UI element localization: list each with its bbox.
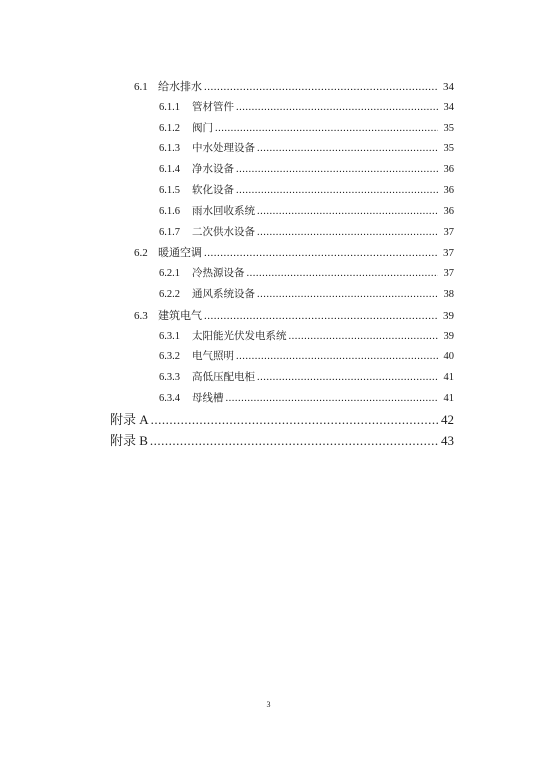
toc-leader-dots <box>150 431 438 451</box>
toc-leader-dots <box>204 306 438 326</box>
toc-entry-number: 6.2.1 <box>159 268 180 280</box>
toc-entry-page: 34 <box>443 81 454 93</box>
toc-entry-page: 36 <box>443 205 454 217</box>
toc-entry[interactable] <box>159 347 454 367</box>
toc-entry[interactable] <box>159 327 454 347</box>
toc-entry-page: 35 <box>443 122 454 134</box>
toc-entry-title: 母线槽 <box>192 393 224 404</box>
toc-entry[interactable] <box>159 285 454 305</box>
toc-leader-dots <box>247 264 439 284</box>
toc-entry-number: 6.1.6 <box>159 205 180 217</box>
toc-entry-number: 6.2 <box>134 247 148 260</box>
toc-entry[interactable] <box>134 77 454 97</box>
toc-entry-number: 6.1.1 <box>159 101 180 113</box>
toc-entry-title: 建筑电气 <box>158 309 202 322</box>
toc-leader-dots <box>204 243 438 263</box>
toc-leader-dots <box>236 98 438 118</box>
toc-leader-dots <box>204 77 438 97</box>
toc-entry-title: 给水排水 <box>158 81 202 93</box>
toc-entry-number: 6.1.7 <box>159 226 180 238</box>
toc-entry-appendix-b[interactable] <box>110 431 454 451</box>
toc-entry-title: 附录 A <box>110 412 149 427</box>
toc-entry-number: 6.3 <box>134 309 148 322</box>
toc-entry-page: 39 <box>443 330 454 342</box>
toc-entry[interactable] <box>159 368 454 388</box>
toc-leader-dots <box>257 285 438 305</box>
toc-entry[interactable] <box>159 202 454 222</box>
toc-entry-page: 37 <box>443 247 454 260</box>
toc-entry-title: 高低压配电柜 <box>192 372 255 384</box>
toc-entry-number: 6.3.2 <box>159 351 180 363</box>
page-number: 3 <box>266 700 271 709</box>
toc-entry-page: 34 <box>443 101 454 113</box>
toc-entry-page: 36 <box>443 185 454 196</box>
toc-entry[interactable] <box>159 181 454 201</box>
toc-leader-dots <box>257 139 438 159</box>
toc-entry-appendix-a[interactable] <box>110 410 454 430</box>
toc-entry-title: 管材管件 <box>192 101 234 113</box>
toc-leader-dots <box>151 410 438 430</box>
toc-entry-page: 37 <box>443 226 454 238</box>
toc-entry-title: 雨水回收系统 <box>192 205 255 217</box>
toc-entry[interactable] <box>159 264 454 284</box>
toc-leader-dots <box>236 181 438 201</box>
toc-entry-page: 35 <box>443 143 454 155</box>
toc-leader-dots <box>226 389 439 409</box>
toc-entry-number: 6.1.3 <box>159 143 180 155</box>
toc-entry-title: 阀门 <box>192 122 213 134</box>
toc-entry-page: 37 <box>443 268 454 280</box>
toc-entry-title: 净水设备 <box>192 164 234 176</box>
toc-entry-page: 43 <box>441 433 454 448</box>
toc-entry[interactable] <box>159 389 454 409</box>
toc-entry-page: 38 <box>443 289 454 300</box>
toc-entry-number: 6.3.4 <box>159 393 180 404</box>
toc-entry-number: 6.3.3 <box>159 372 180 384</box>
toc-entry-number: 6.3.1 <box>159 330 180 342</box>
toc-entry-title: 中水处理设备 <box>192 143 255 155</box>
toc-leader-dots <box>257 223 438 243</box>
toc-entry-title: 暖通空调 <box>158 247 202 260</box>
toc-entry-title: 冷热源设备 <box>192 268 245 280</box>
toc-entry-number: 6.1.4 <box>159 164 180 176</box>
toc-entry-title: 电气照明 <box>192 351 234 363</box>
toc-entry-page: 40 <box>443 351 454 363</box>
toc-leader-dots <box>215 119 438 139</box>
toc-entry-title: 通风系统设备 <box>192 289 255 300</box>
toc-entry-page: 39 <box>443 309 454 322</box>
toc-entry[interactable] <box>134 306 454 326</box>
toc-entry-number: 6.1 <box>134 81 148 93</box>
toc-leader-dots <box>289 327 439 347</box>
toc-entry[interactable] <box>159 139 454 159</box>
toc-entry-title: 软化设备 <box>192 185 234 196</box>
toc-entry-title: 附录 B <box>110 433 148 448</box>
toc-leader-dots <box>236 347 438 367</box>
toc-entry-page: 42 <box>441 412 454 427</box>
toc-entry-page: 41 <box>443 393 454 404</box>
toc-entry-page: 41 <box>443 372 454 384</box>
toc-entry-title: 二次供水设备 <box>192 226 255 238</box>
toc-entry-number: 6.2.2 <box>159 289 180 300</box>
toc-entry-title: 太阳能光伏发电系统 <box>192 330 287 342</box>
toc-entry-number: 6.1.2 <box>159 122 180 134</box>
toc-entry-page: 36 <box>443 164 454 176</box>
toc-entry[interactable] <box>134 243 454 263</box>
toc-entry-number: 6.1.5 <box>159 185 180 196</box>
toc-entry[interactable] <box>159 98 454 118</box>
toc-entry[interactable] <box>159 223 454 243</box>
toc-entry[interactable] <box>159 160 454 180</box>
toc-leader-dots <box>257 202 438 222</box>
toc-entry[interactable] <box>159 119 454 139</box>
toc-leader-dots <box>257 368 438 388</box>
toc-leader-dots <box>236 160 438 180</box>
